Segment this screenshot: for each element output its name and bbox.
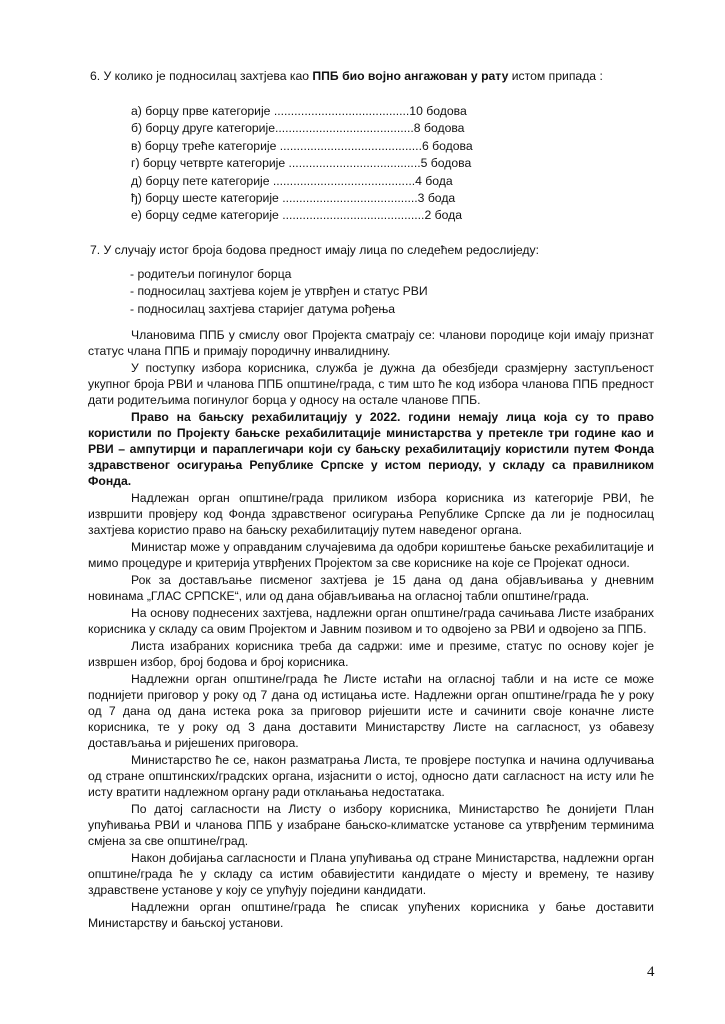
priority-item: - подносилац захтјева којем је утврђен и статус РВИ [130,284,428,299]
body-text [88,327,654,932]
score-item: в) борцу треће категорије ..........................................6 бодова [131,138,473,153]
score-item: г) борцу четврте категорије .......................................5 бодова [131,156,472,171]
score-item: д) борцу пете категорије ..........................................4 бода [131,173,453,188]
score-item: ђ) борцу шесте категорије ........................................3 бода [131,190,456,205]
paragraph: По датој сагласности на Листу о избору корисника, Министарство ће донијети План упућивања РВИ и чланова ППБ у изабране бањско-климатске установе са утврђеним терминима смјена за све општине/град. [88,802,654,848]
section-7-heading: 7. У случају истог броја бодова предност имају лица по следећем редослиједу: [90,243,540,257]
section-6-bold: ППБ био војно ангажован у рату [312,69,509,83]
paragraph: Надлежни орган општине/града ће Листе истаћи на огласној табли и на исте се може поднијети приговор у року од 7 дана од истицања исте. Надлежни орган општине/града ће у року од 7 дана од дана истека рока за приговор ријешити исте и сачинити своје коначне листе корисника, те у року од 3 дана доставити Министарству Листе на сагласност, уз обавезу достављања и ријешених приговора. [88,672,654,750]
section-6-prefix: 6. У колико је подносилац захтјева као [90,69,313,83]
paragraph: Након добијања сагласности и Плана упућивања од стране Министарства, надлежни орган општине/града ће у складу са истим обавијестити кандидате о мјесту и времену, те називу здравствене установе у коју се упућују поједини кандидати. [88,851,654,897]
score-item: б) борцу друге категорије.........................................8 бодова [131,121,465,136]
paragraph: Надлежан орган општине/града приликом избора корисника из категорије РВИ, ће извршити провјеру код Фонда здравственог осигурања Републике Српске да ли је подносилац захтјева користио право на бањску рехабилитацију путем наведеног органа. [88,491,654,537]
page-number: 4 [647,964,655,980]
priority-item: - подносилац захтјева старијег датума рођења [130,301,396,316]
paragraph: У поступку избора корисника, служба је дужна да обезбједи сразмјерну заступљеност укупног броја РВИ и чланова ППБ општине/града, с тим што ће код избора чланова ППБ предност дати родитељима погинулог борца у односу на остале чланове ППБ. [88,361,654,407]
score-item: а) борцу прве категорије ........................................10 бодова [131,104,467,118]
section-6-suffix: истом припада : [508,69,603,83]
priority-item: - родитељи погинулог борца [130,267,292,281]
paragraph: Члановима ППБ у смислу овог Пројекта сматрају се: чланови породице који имају признат статус члана ППБ и примају породичну инвалиднину. [88,328,654,358]
paragraph: На основу поднесених захтјева, надлежни орган општине/града сачињава Листе изабраних корисника у складу са овим Пројектом и Јавним позивом и то одвојено за РВИ и одвојено за ППБ. [88,606,654,636]
score-item: е) борцу седме категорије ..........................................2 бода [131,208,462,223]
paragraph-bold: Право на бањску рехабилитацију у 2022. години немају лица која су то право користили по Пројекту бањске рехабилитације министарства у претекле три године као и РВИ – ампутирци и параплегичари који су бањску рехабилитацију користили путем Фонда здравственог осигурања Републике Српске у истом периоду, у складу са правилником Фонда. [88,410,654,488]
paragraph: Листа изабраних корисника треба да садржи: име и презиме, статус по основу којег је извршен избор, број бодова и број корисника. [88,639,654,669]
priority-list [130,266,550,318]
paragraph: Надлежни орган општине/града ће списак упућених корисника у бање доставити Министарству и бањској установи. [88,900,654,930]
score-list [131,103,531,225]
paragraph: Рок за достављање писменог захтјева је 15 дана од дана објављивања у дневним новинама „ГЛАС СРПСКЕ“, или од дана објављивања на огласној табли општине/града. [88,573,654,603]
paragraph: Министарство ће се, након разматрања Листа, те провјере поступка и начина одлучивања од стране општинских/градских органа, изјаснити о истој, односно дати сагласност на исту или ће исту вратити надлежном органу ради отклањања недостатака. [88,753,654,799]
section-6-heading [90,68,650,84]
paragraph: Министар може у оправданим случајевима да одобри кориштење бањске рехабилитације и мимо процедуре и критерија утврђених Пројектом за све кориснике на које се Пројекат односи. [88,540,654,570]
